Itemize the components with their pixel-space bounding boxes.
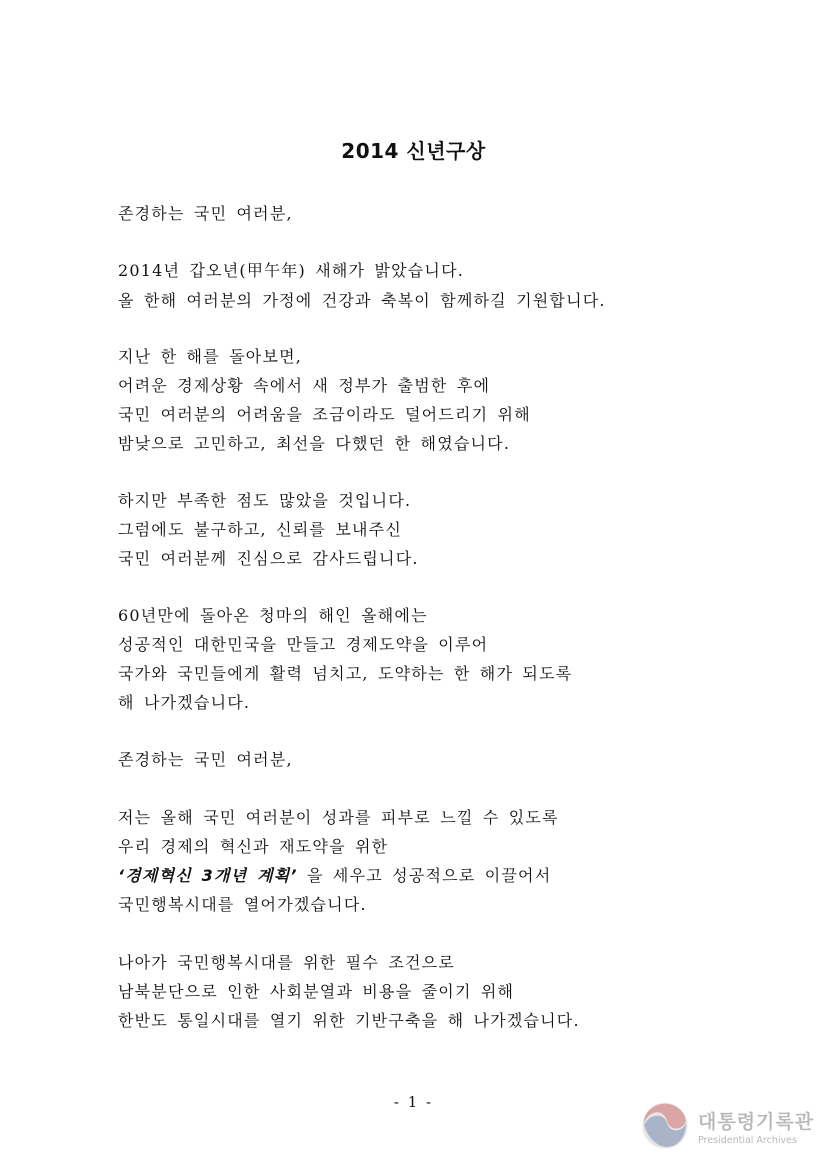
- body-line: 존경하는 국민 여러분,: [118, 750, 293, 769]
- archives-name-korean: 대통령기록관: [698, 1110, 815, 1133]
- body-line: 남북분단으로 인한 사회분열과 비용을 줄이기 위해: [118, 982, 515, 1001]
- body-line: 국가와 국민들에게 활력 넘치고, 도약하는 한 해가 되도록: [118, 664, 573, 683]
- body-line: 2014년 갑오년(甲午年) 새해가 밝았습니다.: [118, 261, 465, 280]
- body-line: 올 한해 여러분의 가정에 건강과 축복이 함께하길 기원합니다.: [118, 291, 606, 310]
- body-line: 하지만 부족한 점도 많았을 것입니다.: [118, 491, 412, 510]
- body-line: 지난 한 해를 돌아보면,: [118, 347, 303, 366]
- archives-emblem-icon: [640, 1101, 690, 1151]
- page-number: - 1 -: [393, 1093, 434, 1111]
- archives-name-english: Presidential Archives: [698, 1134, 797, 1146]
- body-line: 나아가 국민행복시대를 위한 필수 조건으로: [118, 953, 455, 972]
- body-line: 국민행복시대를 열어가겠습니다.: [118, 895, 367, 914]
- document-title: 2014 신년구상: [341, 139, 486, 163]
- body-line: [118, 863, 551, 886]
- body-line: 밤낮으로 고민하고, 최선을 다했던 한 해였습니다.: [118, 434, 511, 453]
- body-line: 성공적인 대한민국을 만들고 경제도약을 이루어: [118, 635, 489, 654]
- body-line: 그럼에도 불구하고, 신뢰를 보내주신: [118, 520, 402, 539]
- body-line: 한반도 통일시대를 열기 위한 기반구축을 해 나가겠습니다.: [118, 1011, 580, 1030]
- body-line: 국민 여러분의 어려움을 조금이라도 덜어드리기 위해: [118, 405, 531, 424]
- presidential-archives-logo: [640, 1101, 814, 1151]
- body-line: 저는 올해 국민 여러분이 성과를 피부로 느낄 수 있도록: [118, 808, 559, 827]
- body-line: 존경하는 국민 여러분,: [118, 204, 293, 223]
- emphasized-plan-name: ‘경제혁신 3개년 계획’: [118, 866, 298, 885]
- body-line-continuation: 을 세우고 성공적으로 이끌어서: [297, 866, 552, 885]
- body-line: 해 나가겠습니다.: [118, 693, 251, 712]
- body-line: 어려운 경제상황 속에서 새 정부가 출범한 후에: [118, 376, 491, 395]
- body-line: 우리 경제의 혁신과 재도약을 위한: [118, 837, 389, 856]
- body-line: 국민 여러분께 진심으로 감사드립니다.: [118, 549, 419, 568]
- body-line: 60년만에 돌아온 청마의 해인 올해에는: [118, 606, 428, 625]
